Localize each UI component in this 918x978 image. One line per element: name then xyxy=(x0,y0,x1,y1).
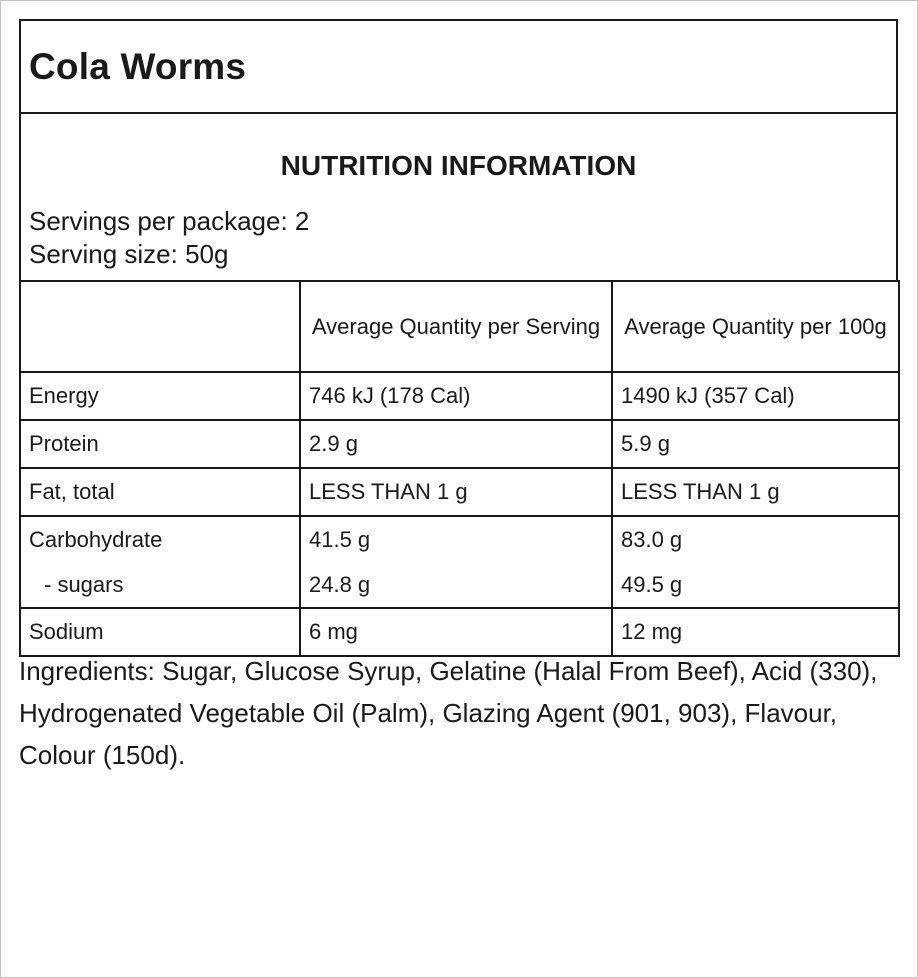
sub-per-100g-value: 49.5 g xyxy=(621,572,683,597)
nutrition-table xyxy=(19,280,900,657)
per-serving-value: 2.9 g xyxy=(300,420,612,468)
nutrient-label: Energy xyxy=(20,372,300,420)
per-serving-cell xyxy=(300,516,612,608)
nutrition-heading: NUTRITION INFORMATION xyxy=(280,150,637,181)
per-serving-value: LESS THAN 1 g xyxy=(300,468,612,516)
product-title-box xyxy=(19,19,898,114)
sub-per-serving-value: 24.8 g xyxy=(309,572,371,597)
ingredients-text: Ingredients: Sugar, Glucose Syrup, Gelatine (Halal From Beef), Acid (330), Hydrogenated Vegetable Oil (Palm), Glazing Agent (901, 903), Flavour, Colour (150d). xyxy=(19,656,878,770)
nutrition-info-box xyxy=(19,114,898,280)
per-100g-value: 5.9 g xyxy=(612,420,899,468)
serving-info xyxy=(29,205,309,271)
per-100g-value: LESS THAN 1 g xyxy=(612,468,899,516)
table-row-energy xyxy=(20,372,899,420)
table-row-sodium xyxy=(20,608,899,656)
header-per-100g: Average Quantity per 100g xyxy=(612,281,899,372)
table-row-protein xyxy=(20,420,899,468)
header-per-serving: Average Quantity per Serving xyxy=(300,281,612,372)
nutrient-label: Carbohydrate xyxy=(29,527,163,552)
servings-per-package: Servings per package: 2 xyxy=(29,206,310,236)
serving-size: Serving size: 50g xyxy=(29,239,229,269)
per-100g-value: 83.0 g xyxy=(621,527,683,552)
per-serving-value: 6 mg xyxy=(300,608,612,656)
product-title: Cola Worms xyxy=(29,45,247,87)
nutrition-panel xyxy=(19,19,898,657)
header-nutrient xyxy=(20,281,300,372)
nutrient-label-cell xyxy=(20,516,300,608)
table-header-row xyxy=(20,281,899,372)
per-serving-value: 746 kJ (178 Cal) xyxy=(300,372,612,420)
per-serving-value: 41.5 g xyxy=(309,527,371,552)
table-row-carbohydrate xyxy=(20,516,899,608)
nutrient-label: Sodium xyxy=(20,608,300,656)
per-100g-value: 12 mg xyxy=(612,608,899,656)
nutrient-label: Protein xyxy=(20,420,300,468)
per-100g-cell xyxy=(612,516,899,608)
sub-nutrient-label: - sugars xyxy=(44,572,124,597)
table-row-fat xyxy=(20,468,899,516)
per-100g-value: 1490 kJ (357 Cal) xyxy=(612,372,899,420)
nutrient-label: Fat, total xyxy=(20,468,300,516)
